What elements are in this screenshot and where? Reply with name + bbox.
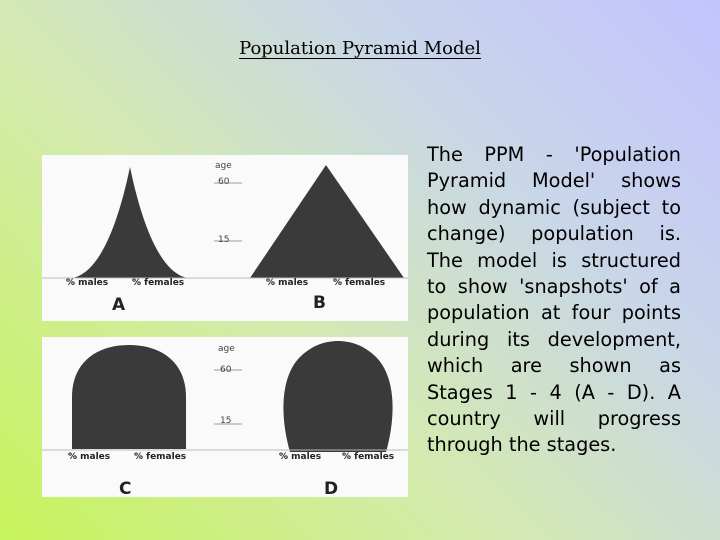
females-label-a: % females bbox=[132, 278, 185, 288]
males-label-d: % males bbox=[279, 452, 322, 462]
pyramid-shape-b bbox=[250, 165, 404, 278]
stage-label-d: D bbox=[324, 479, 339, 499]
males-label-b: % males bbox=[266, 278, 309, 288]
body-text: The PPM - 'Population Pyramid Model' shows how dynamic (subject to change) population is. The model is structured to show 'snapshots' of a population at four points during its development, which are shown as Stages 1 - 4 (A - D). A country will progress through the stages. bbox=[427, 143, 681, 457]
females-label-d: % females bbox=[342, 452, 395, 462]
stage-label-c: C bbox=[119, 479, 132, 499]
axis-label-top: age bbox=[215, 161, 232, 171]
population-pyramids-figure bbox=[40, 0, 410, 500]
pyramid-shape-a bbox=[72, 167, 188, 278]
stage-label-b: B bbox=[313, 293, 326, 313]
axis-label-bottom: age bbox=[218, 344, 235, 354]
slide-title: Population Pyramid Model bbox=[239, 38, 481, 59]
tick-60-bottom: 60 bbox=[220, 365, 232, 375]
pyramid-shape-d bbox=[283, 341, 392, 452]
stage-label-a: A bbox=[112, 295, 126, 315]
females-label-b: % females bbox=[333, 278, 386, 288]
females-label-c: % females bbox=[134, 452, 187, 462]
tick-15-top: 15 bbox=[218, 235, 230, 245]
tick-60-top: 60 bbox=[218, 177, 230, 187]
tick-15-bottom: 15 bbox=[220, 416, 232, 426]
males-label-a: % males bbox=[66, 278, 109, 288]
males-label-c: % males bbox=[68, 452, 111, 462]
pyramid-shape-c bbox=[72, 345, 186, 449]
